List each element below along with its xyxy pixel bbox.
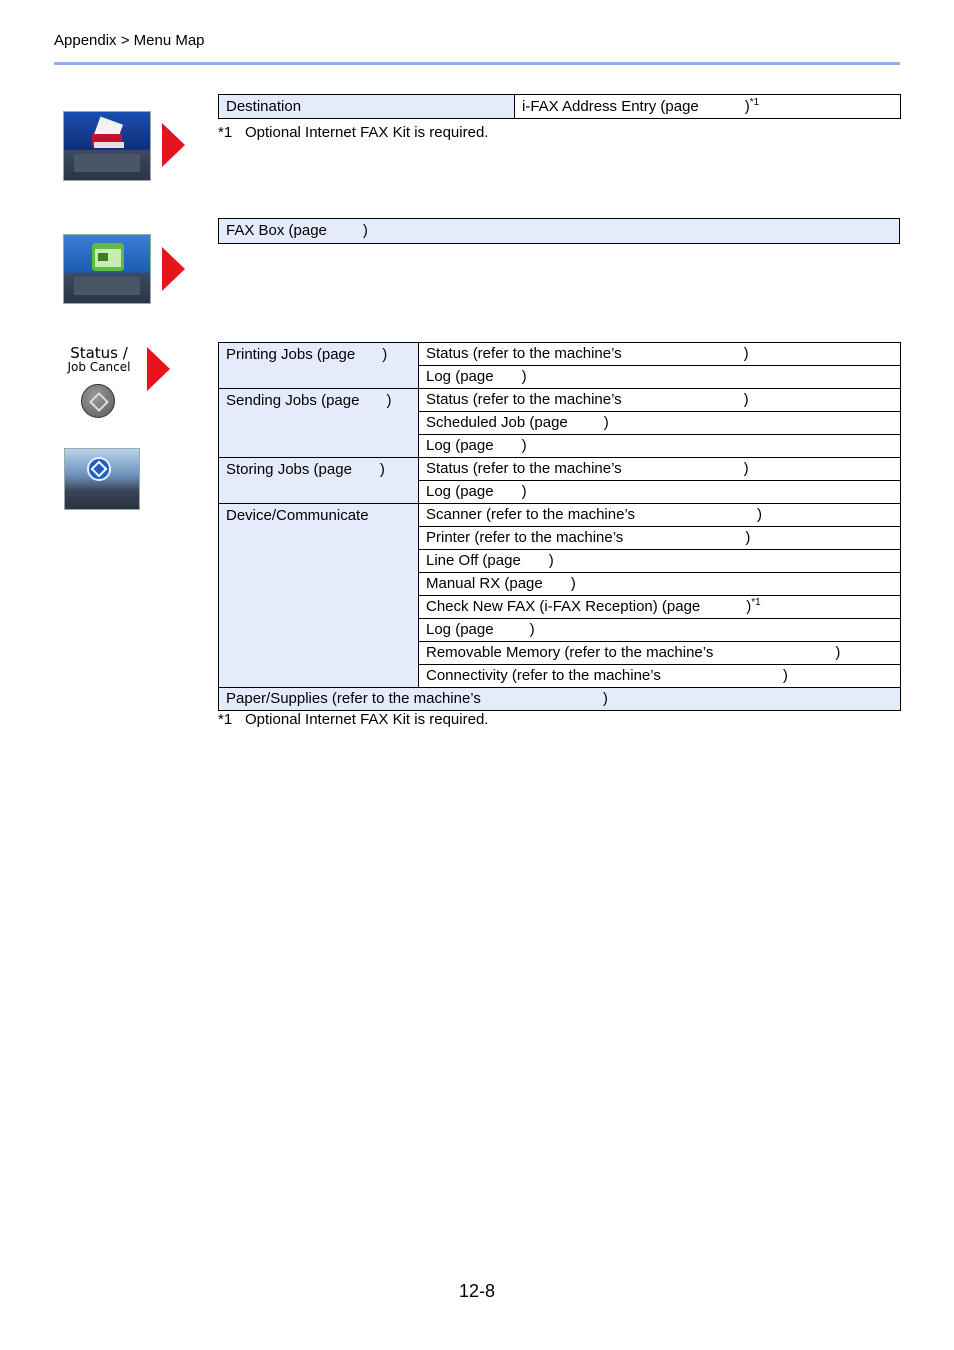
close-paren: ): [548, 552, 554, 569]
printing-log-cell: [419, 366, 901, 389]
status-button-icon: [81, 384, 115, 418]
close-paren: ): [743, 460, 749, 477]
status-menu-table: [218, 342, 901, 711]
close-paren: ): [746, 598, 752, 615]
footnote: [218, 711, 488, 728]
footnote: [218, 124, 488, 141]
fax-box-table: [218, 218, 900, 244]
send-menu-table: [218, 94, 901, 119]
item-label: Scanner (refer to the machine’s: [426, 506, 635, 523]
paper-supplies-cell: [219, 688, 901, 711]
item-label: Connectivity (refer to the machine’s: [426, 667, 661, 684]
item-label: Status (refer to the machine’s: [426, 345, 622, 362]
scanner-cell: [419, 504, 901, 527]
sending-log-cell: [419, 435, 901, 458]
item-label: Log (page: [426, 483, 494, 500]
item-label: Status (refer to the machine’s: [426, 391, 622, 408]
close-paren: ): [529, 621, 535, 638]
close-paren: ): [745, 529, 751, 546]
red-triangle-arrow-icon: [147, 347, 170, 391]
close-paren: ): [782, 667, 788, 684]
close-paren: ): [835, 644, 841, 661]
ifax-address-entry-cell: [515, 95, 901, 119]
fax-box-cell: [219, 219, 900, 244]
ifax-address-entry-label: i-FAX Address Entry (page: [522, 98, 699, 115]
destination-cell: Destination: [219, 95, 515, 119]
scheduled-job-cell: [419, 412, 901, 435]
close-paren: ): [602, 690, 608, 707]
close-paren: ): [521, 483, 527, 500]
check-new-fax-cell: [419, 596, 901, 619]
status-tile-icon: [64, 448, 140, 510]
close-paren: ): [570, 575, 576, 592]
breadcrumb: Appendix > Menu Map: [54, 32, 205, 49]
printing-status-cell: [419, 343, 901, 366]
close-paren: ): [362, 222, 368, 239]
device-communicate-cell: Device/Communicate: [219, 504, 419, 688]
footnote-text: Optional Internet FAX Kit is required.: [245, 124, 489, 141]
close-paren: ): [382, 346, 388, 363]
item-label: Scheduled Job (page: [426, 414, 568, 431]
item-label: Log (page: [426, 368, 494, 385]
storing-jobs-cell: [219, 458, 419, 504]
storing-jobs-label: Storing Jobs (page: [226, 461, 352, 478]
footnote-ref: *1: [749, 97, 760, 108]
item-label: Status (refer to the machine’s: [426, 460, 622, 477]
storing-log-cell: [419, 481, 901, 504]
footnote-text: Optional Internet FAX Kit is required.: [245, 711, 489, 728]
status-key-line1: Status /: [70, 344, 128, 362]
removable-memory-cell: [419, 642, 901, 665]
sending-jobs-cell: [219, 389, 419, 458]
device-log-cell: [419, 619, 901, 642]
close-paren: ): [757, 506, 762, 523]
footnote-mark: *1: [218, 124, 233, 141]
printing-jobs-label: Printing Jobs (page: [226, 346, 356, 363]
sending-status-cell: [419, 389, 901, 412]
printing-jobs-cell: [219, 343, 419, 389]
storing-status-cell: [419, 458, 901, 481]
close-paren: ): [521, 368, 527, 385]
item-label: Line Off (page: [426, 552, 521, 569]
fax-box-label: FAX Box (page: [226, 222, 327, 239]
item-label: Log (page: [426, 621, 494, 638]
footnote-mark: *1: [218, 711, 233, 728]
footnote-ref: *1: [751, 597, 761, 608]
line-off-cell: [419, 550, 901, 573]
red-triangle-arrow-icon: [162, 247, 185, 291]
item-label: Check New FAX (i-FAX Reception) (page: [426, 598, 701, 615]
close-paren: ): [743, 391, 749, 408]
close-paren: ): [603, 414, 609, 431]
red-triangle-arrow-icon: [162, 123, 185, 167]
item-label: Printer (refer to the machine’s: [426, 529, 624, 546]
status-key-line2: Job Cancel: [67, 360, 131, 374]
header-rule: [54, 62, 900, 65]
close-paren: ): [744, 98, 750, 115]
sending-jobs-label: Sending Jobs (page: [226, 392, 360, 409]
status-job-cancel-key: [66, 346, 132, 374]
page-number: 12-8: [458, 1281, 496, 1301]
item-label: Removable Memory (refer to the machine’s: [426, 644, 714, 661]
paper-supplies-label: Paper/Supplies (refer to the machine’s: [226, 690, 481, 707]
fax-box-tile-icon: [63, 234, 151, 304]
item-label: Manual RX (page: [426, 575, 543, 592]
close-paren: ): [386, 392, 392, 409]
connectivity-cell: [419, 665, 901, 688]
send-fax-tile-icon: [63, 111, 151, 181]
printer-cell: [419, 527, 901, 550]
manual-rx-cell: [419, 573, 901, 596]
close-paren: ): [521, 437, 527, 454]
item-label: Log (page: [426, 437, 494, 454]
close-paren: ): [743, 345, 749, 362]
close-paren: ): [379, 461, 385, 478]
